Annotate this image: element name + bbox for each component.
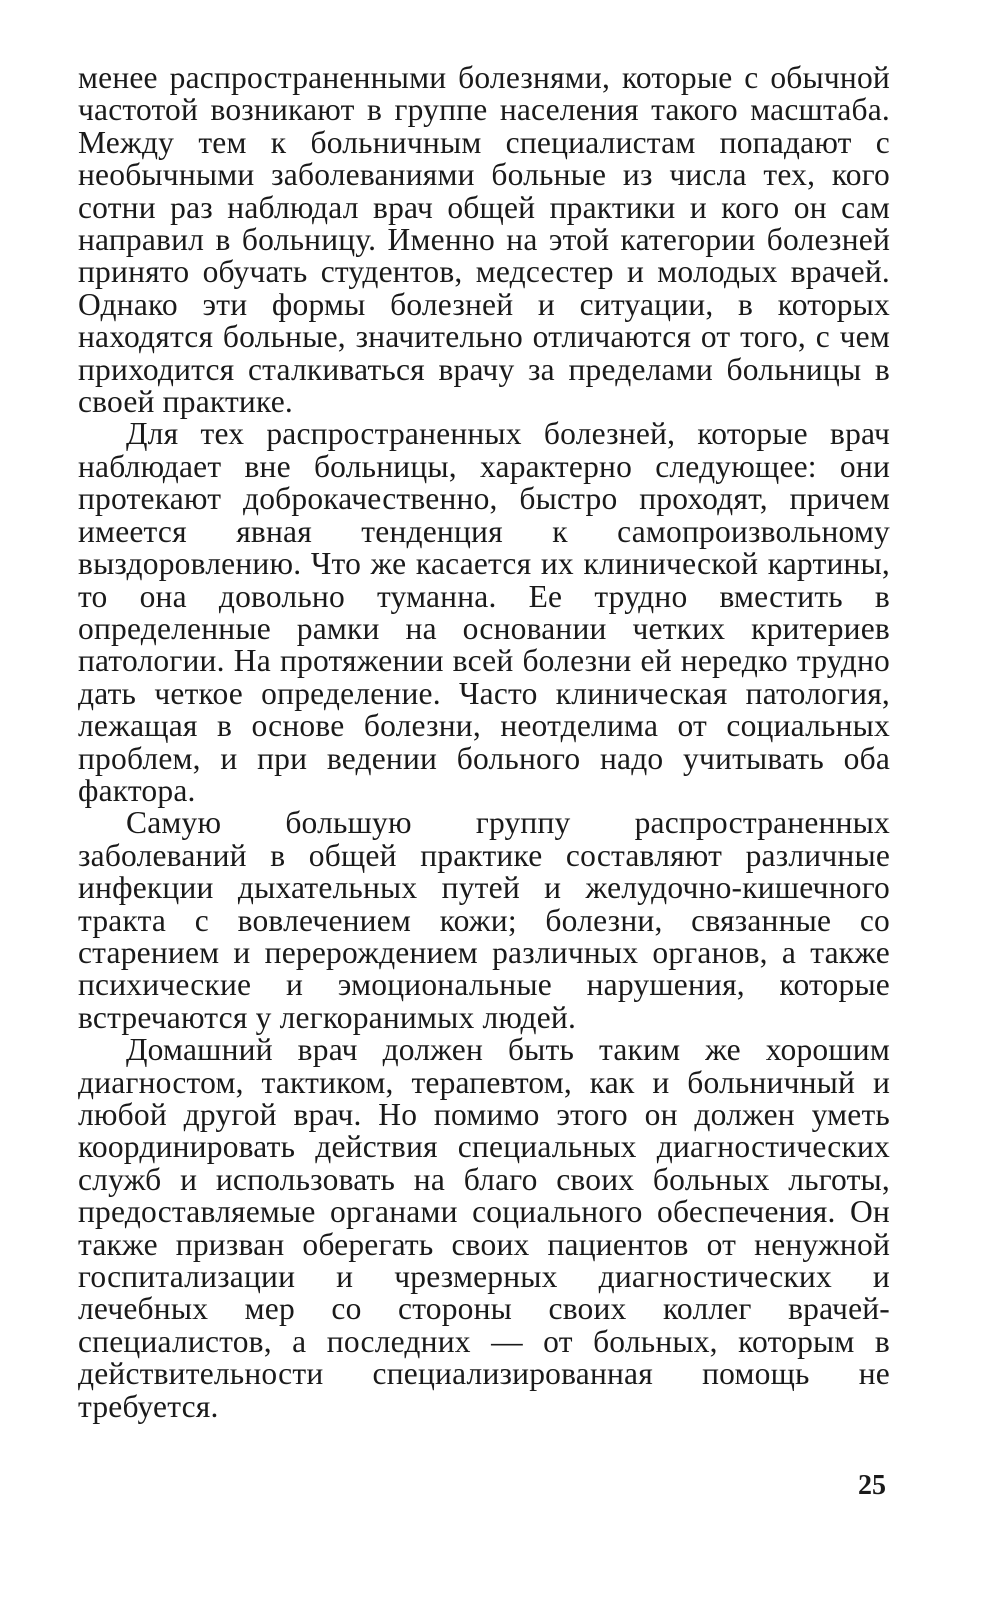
page-number: 25 (858, 1470, 886, 1501)
paragraph-home-doctor: Домашний врач должен быть таким же хорошим диагностом, тактиком, терапевтом, как и больничный и любой другой врач. Но помимо этого он должен уметь координировать действия специальных диагностических служб и использовать на благо своих больных льготы, предоставляемые органами социального обеспечения. Он также призван оберегать своих пациентов от ненужной госпитализации и чрезмерных диагностических и лечебных мер со стороны своих коллег врачей-специалистов, а последних — от больных, которым в действительности специализированная помощь не требуется. (78, 1032, 890, 1424)
paragraph-continuation: менее распространенными болезнями, которые с обычной частотой возникают в группе населения такого масштаба. Между тем к больничным специалистам попадают с необычными заболеваниями больные из числа тех, кого сотни раз наблюдал врач общей практики и кого он сам направил в больницу. Именно на этой категории болезней принято обучать студентов, медсестер и молодых врачей. Однако эти формы болезней и ситуации, в которых находятся больные, значительно отличаются от того, с чем приходится сталкиваться врачу за пределами больницы в своей практике. (78, 60, 890, 420)
paragraph-largest-group: Самую большую группу распространенных заболеваний в общей практике составляют различные инфекции дыхательных путей и желудочно-кишечного тракта с вовлечением кожи; болезни, связанные со старением и перерождением различных органов, а также психические и эмоциональные нарушения, которые встречаются у легкоранимых людей. (78, 805, 890, 1035)
paragraph-common-diseases: Для тех распространенных болезней, которые врач наблюдает вне больницы, характерно следующее: они протекают доброкачественно, быстро проходят, причем имеется явная тенденция к самопроизвольному выздоровлению. Что же касается их клинической картины, то она довольно туманна. Ее трудно вместить в определенные рамки на основании четких критериев патологии. На протяжении всей болезни ей нередко трудно дать четкое определение. Часто клиническая патология, лежащая в основе болезни, неотделима от социальных проблем, и при ведении больного надо учитывать оба фактора. (78, 416, 890, 808)
page-body (78, 62, 890, 1423)
